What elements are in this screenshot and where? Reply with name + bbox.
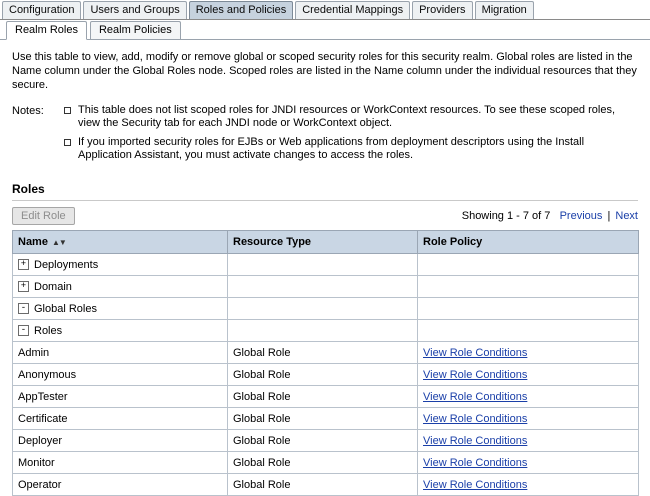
previous-page-link[interactable]: Previous	[559, 210, 603, 222]
cell-name	[13, 254, 228, 276]
cell-name	[13, 342, 228, 364]
cell-resource-type: Global Role	[228, 452, 418, 474]
table-row[interactable]	[13, 320, 639, 342]
cell-role-policy	[418, 276, 639, 298]
cell-resource-type	[228, 276, 418, 298]
role-name-label: Monitor	[18, 456, 55, 469]
column-header-resource-type[interactable]: Resource Type	[228, 231, 418, 254]
pager-separator: |	[607, 210, 611, 222]
cell-name	[13, 276, 228, 298]
role-name-label: Anonymous	[18, 368, 77, 381]
pagination-controls	[462, 210, 638, 222]
note-bullet-icon	[64, 136, 78, 162]
column-header-name-label: Name	[18, 236, 48, 248]
expand-node-icon[interactable]: +	[18, 281, 29, 292]
tab-roles-and-policies[interactable]: Roles and Policies	[189, 1, 294, 19]
view-role-conditions-link[interactable]: View Role Conditions	[423, 390, 528, 403]
role-name-label: Admin	[18, 346, 50, 359]
showing-count: Showing 1 - 7 of 7	[461, 210, 551, 222]
cell-name	[13, 408, 228, 430]
cell-resource-type: Global Role	[228, 430, 418, 452]
tab-configuration[interactable]: Configuration	[2, 1, 81, 19]
cell-resource-type	[228, 254, 418, 276]
cell-name	[13, 474, 228, 496]
column-header-name[interactable]	[13, 231, 228, 254]
cell-name	[13, 364, 228, 386]
page-intro: Use this table to view, add, modify or remove global or scoped security roles for this security realm. Global roles are listed in the Name column under the Global Roles node. Scoped roles are listed in the Name column under the individual resources that they secure.	[12, 51, 637, 91]
cell-role-policy	[418, 430, 639, 452]
collapse-node-icon[interactable]: -	[18, 325, 29, 336]
role-name-label: Domain	[34, 280, 72, 293]
notes-label: Notes:	[12, 105, 44, 117]
role-name-label: AppTester	[18, 390, 68, 403]
role-name-label: Deployer	[18, 434, 63, 447]
cell-role-policy	[418, 320, 639, 342]
cell-resource-type: Global Role	[228, 474, 418, 496]
roles-toolbar	[12, 207, 638, 225]
table-row[interactable]	[13, 254, 639, 276]
note-item	[64, 136, 638, 162]
table-header-row	[13, 231, 639, 254]
view-role-conditions-link[interactable]: View Role Conditions	[423, 434, 528, 447]
role-name-label: Certificate	[18, 412, 68, 425]
view-role-conditions-link[interactable]: View Role Conditions	[423, 368, 528, 381]
cell-role-policy	[418, 298, 639, 320]
cell-resource-type: Global Role	[228, 364, 418, 386]
table-row[interactable]	[13, 342, 639, 364]
table-row[interactable]	[13, 276, 639, 298]
cell-name	[13, 298, 228, 320]
table-row[interactable]	[13, 364, 639, 386]
page-content	[0, 40, 650, 496]
sub-tabstrip	[0, 20, 650, 40]
cell-role-policy	[418, 474, 639, 496]
cell-role-policy	[418, 364, 639, 386]
view-role-conditions-link[interactable]: View Role Conditions	[423, 412, 528, 425]
cell-name	[13, 452, 228, 474]
view-role-conditions-link[interactable]: View Role Conditions	[423, 456, 528, 469]
view-role-conditions-link[interactable]: View Role Conditions	[423, 346, 528, 359]
role-name-label: Global Roles	[34, 302, 97, 315]
tab-migration[interactable]: Migration	[475, 1, 534, 19]
cell-name	[13, 430, 228, 452]
cell-name	[13, 320, 228, 342]
table-row[interactable]	[13, 386, 639, 408]
cell-resource-type	[228, 320, 418, 342]
table-row[interactable]	[13, 298, 639, 320]
cell-role-policy	[418, 452, 639, 474]
next-page-link[interactable]: Next	[615, 210, 638, 222]
cell-resource-type: Global Role	[228, 408, 418, 430]
tab-providers[interactable]: Providers	[412, 1, 472, 19]
note-item	[64, 104, 638, 130]
cell-role-policy	[418, 342, 639, 364]
role-name-label: Operator	[18, 478, 62, 491]
table-row[interactable]	[13, 408, 639, 430]
cell-resource-type: Global Role	[228, 342, 418, 364]
roles-section-title: Roles	[12, 182, 45, 196]
note-text: If you imported security roles for EJBs or Web applications from deployment descriptors using the Install Application Assistant, you must activate changes to access the roles.	[78, 136, 585, 161]
tab-credential-mappings[interactable]: Credential Mappings	[295, 1, 410, 19]
note-bullet-icon	[64, 104, 78, 130]
cell-resource-type	[228, 298, 418, 320]
table-row[interactable]	[13, 430, 639, 452]
subtab-realm-roles[interactable]: Realm Roles	[6, 21, 87, 40]
sort-arrows-icon[interactable]: ▲▼	[51, 238, 66, 247]
column-header-role-policy[interactable]: Role Policy	[418, 231, 639, 254]
expand-node-icon[interactable]: +	[18, 259, 29, 270]
notes-list	[64, 104, 638, 168]
view-role-conditions-link[interactable]: View Role Conditions	[423, 478, 528, 491]
section-divider	[12, 200, 638, 201]
cell-role-policy	[418, 408, 639, 430]
cell-role-policy	[418, 386, 639, 408]
subtab-realm-policies[interactable]: Realm Policies	[90, 21, 181, 39]
main-tabstrip	[0, 0, 650, 20]
note-text: This table does not list scoped roles for JNDI resources or WorkContext resources. To see these scoped roles, view the Security tab for each JNDI node or WorkContext object.	[78, 104, 616, 129]
cell-resource-type: Global Role	[228, 386, 418, 408]
tab-users-and-groups[interactable]: Users and Groups	[83, 1, 186, 19]
edit-role-button[interactable]: Edit Role	[12, 207, 75, 225]
notes-block	[12, 104, 638, 168]
cell-role-policy	[418, 254, 639, 276]
role-name-label: Deployments	[34, 258, 99, 271]
table-row[interactable]	[13, 452, 639, 474]
collapse-node-icon[interactable]: -	[18, 303, 29, 314]
role-name-label: Roles	[34, 324, 63, 337]
cell-name	[13, 386, 228, 408]
table-row[interactable]	[13, 474, 639, 496]
roles-table	[12, 230, 639, 496]
